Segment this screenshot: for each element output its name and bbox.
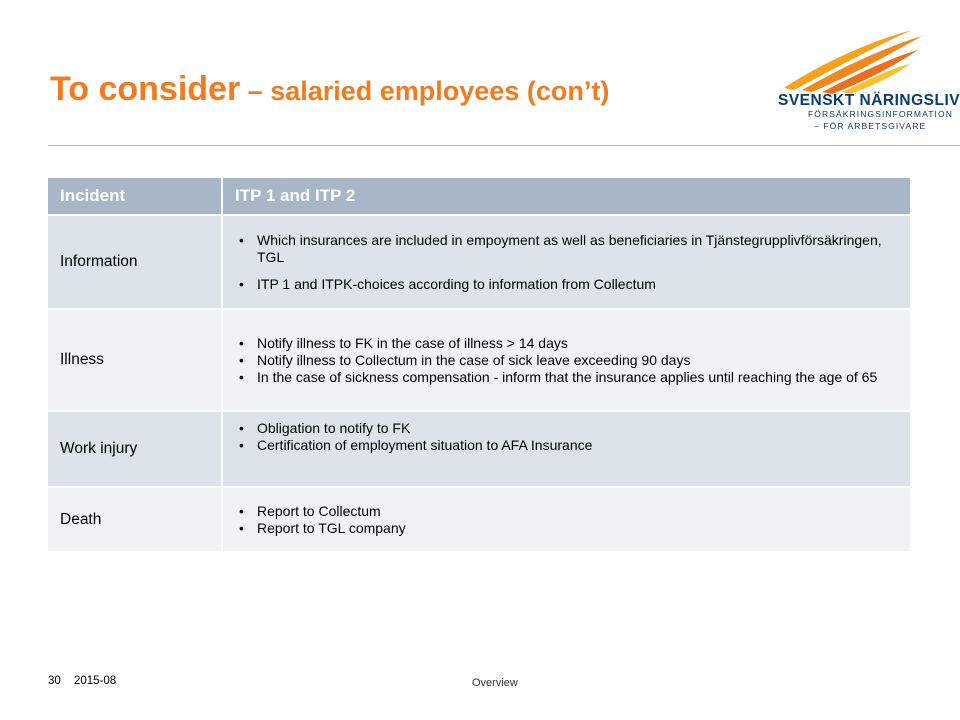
page-number: 30	[48, 675, 61, 687]
row-content	[222, 215, 910, 309]
logo-name: SVENSKT NÄRINGSLIV	[778, 92, 960, 109]
row-content	[222, 411, 910, 487]
slide-title-sub: – salaried employees (con’t)	[240, 76, 610, 106]
incident-table	[48, 178, 910, 551]
list-item: • Notify illness to FK in the case of illness > 14 days	[257, 335, 898, 352]
bullet-list	[235, 503, 898, 537]
row-content	[222, 487, 910, 551]
list-item: • Which insurances are included in empoyment as well as beneficiaries in Tjänstegrupplivförsäkringen, TGL	[257, 232, 898, 266]
list-item: • In the case of sickness compensation - inform that the insurance applies until reaching the age of 65	[257, 369, 898, 386]
list-item: • Notify illness to Collectum in the case of sick leave exceeding 90 days	[257, 352, 898, 369]
list-item: • ITP 1 and ITPK-choices according to information from Collectum	[257, 276, 898, 293]
list-item: • Report to TGL company	[257, 520, 898, 537]
slide-title-main: To consider	[50, 70, 241, 108]
table-row	[48, 411, 910, 487]
slide-title	[50, 70, 609, 109]
header-incident: Incident	[48, 178, 222, 215]
title-divider	[48, 145, 960, 146]
list-item: • Obligation to notify to FK	[257, 420, 898, 437]
list-item: • Certification of employment situation to AFA Insurance	[257, 437, 898, 454]
logo-subtitle-line1: FÖRSÄKRINGSINFORMATION	[808, 109, 953, 119]
table-row	[48, 215, 910, 309]
table-row	[48, 487, 910, 551]
list-item: • Report to Collectum	[257, 503, 898, 520]
table-header-row	[48, 178, 910, 215]
footer-date: 2015-08	[74, 675, 117, 687]
row-label: Information	[48, 215, 222, 309]
svenskt-naringsliv-logo	[772, 26, 960, 136]
row-label: Work injury	[48, 411, 222, 487]
logo-subtitle-line2: – FÖR ARBETSGIVARE	[814, 121, 927, 131]
header-itp: ITP 1 and ITP 2	[222, 178, 910, 215]
footer-section-label: Overview	[472, 677, 518, 689]
row-label: Illness	[48, 309, 222, 411]
table-row	[48, 309, 910, 411]
row-content	[222, 309, 910, 411]
row-label: Death	[48, 487, 222, 551]
bullet-list	[235, 335, 898, 386]
bullet-list	[235, 232, 898, 293]
bullet-list	[235, 420, 898, 454]
wing-logo-icon	[772, 26, 942, 96]
